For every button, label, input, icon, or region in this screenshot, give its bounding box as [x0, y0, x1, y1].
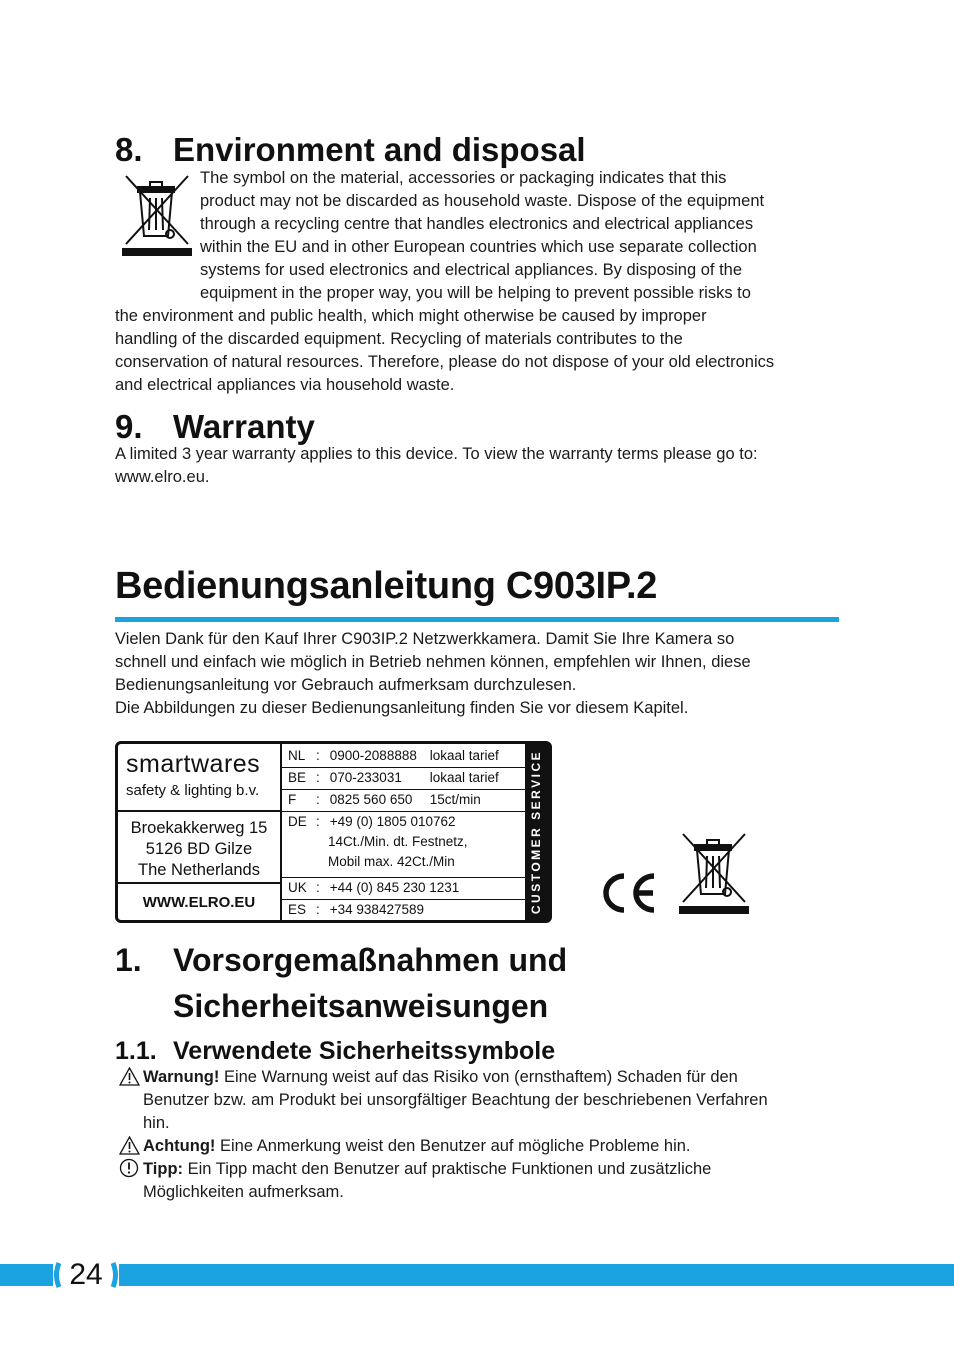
- paragraph-line: Vielen Dank für den Kauf Ihrer C903IP.2 Netzwerkkamera. Damit Sie Ihre Kamera so: [115, 630, 735, 648]
- phone-number: +49 (0) 1805 010762: [329, 814, 456, 829]
- page-number: 24: [69, 1258, 103, 1291]
- warning-label: Warnung!: [143, 1068, 220, 1086]
- title-underline: [115, 617, 839, 622]
- section-9-heading: [115, 407, 315, 447]
- phone-row: NL : 0900-2088888 lokaal tarief: [280, 746, 526, 768]
- phone-number: +44 (0) 845 230 1231: [329, 880, 460, 895]
- warning-note: [143, 1066, 843, 1135]
- caution-text: Eine Anmerkung weist den Benutzer auf mögliche Probleme hin.: [215, 1137, 691, 1155]
- paragraph-line: within the EU and in other European countries which use separate collection: [200, 238, 757, 256]
- phone-row: F : 0825 560 650 15ct/min: [280, 790, 526, 812]
- tip-note: [143, 1158, 843, 1204]
- address-line: Broekakkerweg 15: [130, 819, 268, 837]
- warning-text: hin.: [143, 1114, 170, 1132]
- brand-subtitle: safety & lighting b.v.: [126, 782, 260, 799]
- section-number: 1.: [115, 942, 142, 978]
- tip-text: Ein Tipp macht den Benutzer auf praktische Funktionen und zusätzliche: [183, 1160, 712, 1178]
- paragraph-line: conservation of natural resources. Therefore, please do not dispose of your old electronics: [115, 353, 775, 371]
- country-code: NL: [288, 748, 306, 763]
- section-9-body: [115, 443, 845, 489]
- ce-mark-icon: [598, 870, 660, 916]
- caution-note: [143, 1135, 843, 1158]
- address-line: The Netherlands: [138, 861, 260, 879]
- warning-text: Eine Warnung weist auf das Risiko von (ernsthaftem) Schaden für den: [219, 1068, 738, 1086]
- country-code: UK: [288, 880, 307, 895]
- section-title: Environment and disposal: [173, 131, 586, 168]
- rate-note: lokaal tarief: [429, 770, 499, 785]
- section-number: 8.: [115, 131, 143, 168]
- phone-row: BE : 070-233031 lokaal tarief: [280, 768, 526, 790]
- brand-logo: smartwares: [126, 750, 261, 778]
- customer-service-card: [115, 741, 552, 923]
- company-address: [118, 810, 280, 884]
- country-code: BE: [288, 770, 307, 785]
- tip-text: Möglichkeiten aufmerksam.: [143, 1183, 344, 1201]
- section-8-body-indented: [200, 167, 840, 305]
- paragraph-line: equipment in the proper way, you will be helping to prevent possible risks to: [200, 284, 751, 302]
- paragraph-line: the environment and public health, which might otherwise be caused by improper: [115, 307, 707, 325]
- country-code: DE: [288, 814, 307, 829]
- tip-info-icon: [119, 1158, 139, 1178]
- paragraph-line: systems for used electronics and electrical appliances. By disposing of the: [200, 261, 743, 279]
- website-link[interactable]: WWW.ELRO.EU: [142, 894, 256, 911]
- caution-triangle-icon: [119, 1136, 140, 1155]
- weee-bin-icon: [120, 172, 192, 258]
- footer-bar-right: [119, 1264, 954, 1286]
- phone-row: ES : +34 938427589: [280, 900, 526, 922]
- phone-number: 070-233031: [329, 770, 402, 785]
- section-number: 1.1.: [115, 1037, 157, 1065]
- paragraph-line: product may not be discarded as household waste. Dispose of the equipment: [200, 192, 765, 210]
- section-1-1-heading: [115, 1036, 555, 1066]
- rate-note: 14Ct./Min. dt. Festnetz,: [328, 834, 468, 849]
- phone-row: UK : +44 (0) 845 230 1231: [280, 878, 526, 900]
- paragraph-line: A limited 3 year warranty applies to this device. To view the warranty terms please go to:: [115, 445, 758, 463]
- customer-service-strip: [525, 744, 549, 920]
- country-code: ES: [288, 902, 307, 917]
- section-title: Warranty: [173, 408, 315, 445]
- warning-triangle-icon: [119, 1067, 140, 1086]
- tip-label: Tipp:: [143, 1160, 184, 1178]
- footer-bar-left: [0, 1264, 53, 1286]
- section-number: 9.: [115, 408, 143, 445]
- paragraph-line: through a recycling centre that handles electronics and electrical appliances: [200, 215, 754, 233]
- paragraph-line: Die Abbildungen zu dieser Bedienungsanleitung finden Sie vor diesem Kapitel.: [115, 699, 689, 717]
- manual-title: Bedienungsanleitung C903IP.2: [115, 565, 658, 607]
- card-company-panel: [118, 744, 282, 920]
- section-title: Verwendete Sicherheitssymbole: [173, 1037, 556, 1065]
- rate-note: Mobil max. 42Ct./Min: [328, 854, 455, 869]
- paragraph-line: The symbol on the material, accessories or packaging indicates that this: [200, 169, 727, 187]
- manual-intro: [115, 628, 845, 720]
- section-8-heading: [115, 130, 586, 170]
- rate-note: lokaal tarief: [429, 748, 499, 763]
- country-code: F: [288, 792, 297, 807]
- customer-service-label: CUSTOMER SERVICE: [529, 749, 543, 915]
- section-8-body: [115, 305, 845, 397]
- section-1-heading: [115, 937, 567, 1029]
- address-line: 5126 BD Gilze: [145, 840, 253, 858]
- phone-number: 0825 560 650: [329, 792, 413, 807]
- warning-text: Benutzer bzw. am Produkt bei unsorgfältiger Beachtung der beschriebenen Verfahren: [143, 1091, 768, 1109]
- paragraph-line: schnell und einfach wie möglich in Betrieb nehmen können, empfehlen wir Ihnen, diese: [115, 653, 751, 671]
- weee-bin-icon: [676, 830, 750, 916]
- section-title-line: Sicherheitsanweisungen: [173, 988, 549, 1024]
- paragraph-line: www.elro.eu.: [115, 468, 210, 486]
- phone-number: 0900-2088888: [329, 748, 417, 763]
- paragraph-line: Bedienungsanleitung vor Gebrauch aufmerksam durchzulesen.: [115, 676, 577, 694]
- phone-row: DE : +49 (0) 1805 010762 14Ct./Min. dt. Festnetz, Mobil max. 42Ct./Min: [280, 812, 526, 878]
- caution-label: Achtung!: [143, 1137, 216, 1155]
- rate-note: 15ct/min: [429, 792, 481, 807]
- phone-number: +34 938427589: [329, 902, 424, 917]
- paragraph-line: handling of the discarded equipment. Recycling of materials contributes to the: [115, 330, 683, 348]
- phone-table: [280, 744, 526, 920]
- section-title-line: Vorsorgemaßnahmen und: [173, 942, 568, 978]
- paragraph-line: and electrical appliances via household waste.: [115, 376, 455, 394]
